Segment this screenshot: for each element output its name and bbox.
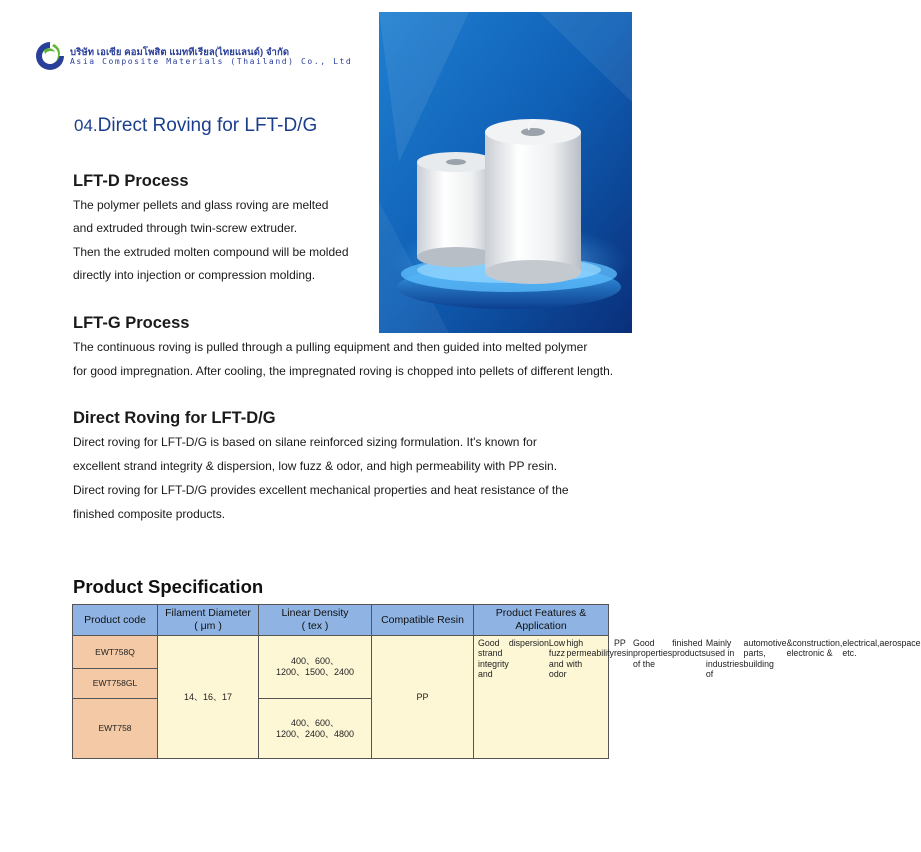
section-text-line: excellent strand integrity & dispersion, low fuzz & odor, and high permeability with PP resin.	[73, 459, 558, 473]
section-text-line: The continuous roving is pulled through a pulling equipment and then guided into melted polymer	[73, 340, 588, 354]
product-code-cell: EWT758	[72, 698, 158, 759]
logo-thai-name: บริษัท เอเซีย คอมโพสิต แมททีเรียล(ไทยแลนด์) จำกัด	[70, 47, 290, 58]
product-code-cell: EWT758GL	[72, 668, 158, 699]
header-linear-density: Linear Density ( tex )	[258, 604, 372, 636]
section-text-line: The polymer pellets and glass roving are melted	[73, 198, 329, 212]
section-heading-lft-d: LFT-D Process	[73, 172, 189, 190]
section-heading-direct-roving: Direct Roving for LFT-D/G	[73, 409, 276, 427]
section-text-line: Direct roving for LFT-D/G provides excellent mechanical properties and heat resistance of the	[73, 483, 569, 497]
linear-density-cell: 400、600、 1200、1500、2400	[258, 635, 372, 699]
features-cell: Good strand integrity and dispersion Low fuzz and odor high permeability with PP resin Good properties of the finished products Mainly used in industries of automotive parts, building &construction, electronic & electrical,aerospace etc.	[473, 635, 609, 759]
header-filament-diameter: Filament Diameter ( μm )	[157, 604, 259, 636]
section-text-line: directly into injection or compression molding.	[73, 268, 316, 282]
roving-spools-image	[379, 12, 632, 333]
page-title-text: Direct Roving for LFT-D/G	[97, 115, 318, 136]
section-text-line: and extruded through twin-screw extruder.	[73, 221, 298, 235]
section-heading-lft-g: LFT-G Process	[73, 314, 190, 332]
spec-table	[72, 604, 921, 759]
header-product-code: Product code	[72, 604, 158, 636]
filament-diameter-cell: 14、16、17	[157, 635, 259, 759]
logo-english-name: Asia Composite Materials (Thailand) Co., Ltd	[70, 57, 353, 66]
compatible-resin-cell: PP	[371, 635, 474, 759]
header-features: Product Features & Application	[473, 604, 609, 636]
section-text-line: for good impregnation. After cooling, the impregnated roving is chopped into pellets of different length.	[73, 364, 614, 378]
product-code-cell: EWT758Q	[72, 635, 158, 669]
company-logo	[34, 40, 353, 76]
logo-emblem-icon	[34, 40, 66, 72]
product-photo	[379, 12, 632, 333]
section-text-line: Then the extruded molten compound will be molded	[73, 245, 349, 259]
header-compatible-resin: Compatible Resin	[371, 604, 474, 636]
section-text-line: finished composite products.	[73, 507, 226, 521]
spec-title: Product Specification	[73, 576, 264, 597]
page-title-number: 04.	[74, 116, 98, 135]
section-text-line: Direct roving for LFT-D/G is based on silane reinforced sizing formulation. It's known for	[73, 435, 537, 449]
page-title	[74, 115, 317, 137]
linear-density-cell: 400、600、 1200、2400、4800	[258, 698, 372, 759]
